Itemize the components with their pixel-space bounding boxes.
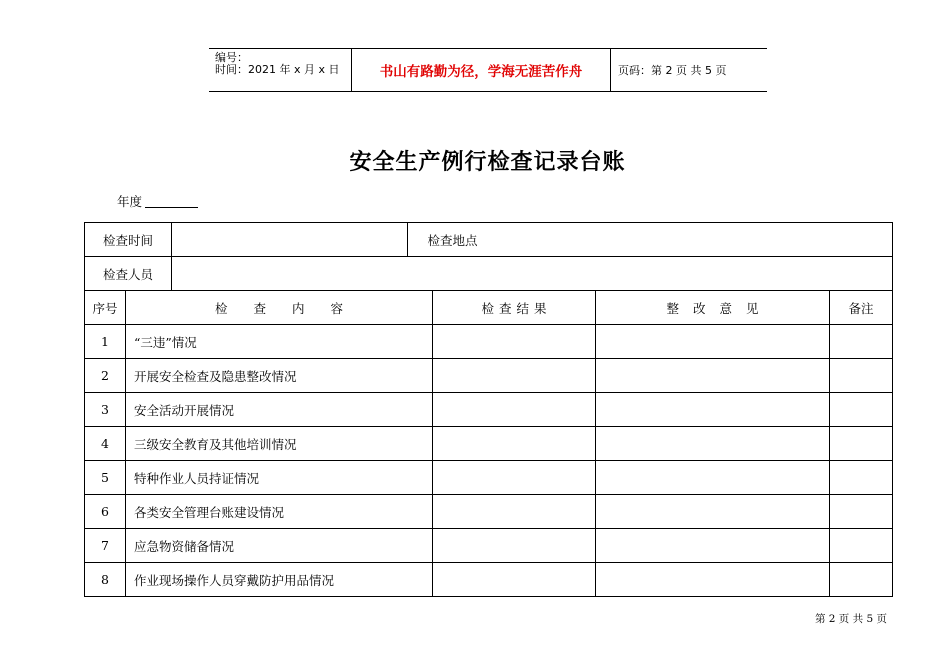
inspector-value[interactable]	[172, 257, 893, 291]
row-opinion-cell[interactable]	[596, 427, 830, 461]
row-no: 4	[85, 427, 126, 461]
meta-row-inspector	[85, 257, 893, 291]
row-remark-cell[interactable]	[830, 495, 893, 529]
row-no: 8	[85, 563, 126, 597]
row-remark-cell[interactable]	[830, 461, 893, 495]
row-result-cell[interactable]	[433, 563, 596, 597]
row-content: “三违”情况	[126, 325, 433, 359]
inspector-label: 检查人员	[85, 257, 172, 291]
col-header-result: 检查结果	[433, 291, 596, 325]
row-remark-cell[interactable]	[830, 393, 893, 427]
row-content: 特种作业人员持证情况	[126, 461, 433, 495]
row-no: 1	[85, 325, 126, 359]
table-row	[85, 427, 893, 461]
column-header-row	[85, 291, 893, 325]
year-input-line[interactable]	[145, 207, 198, 208]
row-no: 6	[85, 495, 126, 529]
row-opinion-cell[interactable]	[596, 461, 830, 495]
row-opinion-cell[interactable]	[596, 563, 830, 597]
row-opinion-cell[interactable]	[596, 529, 830, 563]
check-place-value[interactable]	[497, 223, 891, 256]
table-row	[85, 325, 893, 359]
row-no: 5	[85, 461, 126, 495]
page-header	[209, 48, 767, 92]
time-label: 时间：2021 年 x 月 x 日	[215, 63, 340, 76]
row-result-cell[interactable]	[433, 393, 596, 427]
row-remark-cell[interactable]	[830, 427, 893, 461]
row-opinion-cell[interactable]	[596, 495, 830, 529]
row-opinion-cell[interactable]	[596, 393, 830, 427]
number-label: 编号：	[215, 51, 248, 64]
row-remark-cell[interactable]	[830, 359, 893, 393]
row-result-cell[interactable]	[433, 461, 596, 495]
row-result-cell[interactable]	[433, 325, 596, 359]
table-row	[85, 495, 893, 529]
col-header-opinion: 整改意见	[596, 291, 830, 325]
year-label: 年度	[117, 194, 143, 209]
row-no: 3	[85, 393, 126, 427]
motto: 书山有路勤为径，学海无涯苦作舟	[351, 49, 611, 91]
table-row	[85, 359, 893, 393]
check-place-label: 检查地点	[407, 223, 498, 256]
page-title: 安全生产例行检查记录台账	[349, 149, 626, 175]
check-time-label: 检查时间	[85, 223, 172, 257]
row-no: 7	[85, 529, 126, 563]
page-info: 页码：第 2 页 共 5 页	[618, 64, 727, 77]
col-header-remark: 备注	[830, 291, 893, 325]
row-opinion-cell[interactable]	[596, 359, 830, 393]
col-header-content: 检查内容	[126, 291, 433, 325]
row-content: 作业现场操作人员穿戴防护用品情况	[126, 563, 433, 597]
page-footer: 第 2 页 共 5 页	[814, 613, 887, 625]
row-result-cell[interactable]	[433, 529, 596, 563]
table-row	[85, 461, 893, 495]
row-content: 安全活动开展情况	[126, 393, 433, 427]
row-content: 应急物资储备情况	[126, 529, 433, 563]
row-result-cell[interactable]	[433, 427, 596, 461]
row-opinion-cell[interactable]	[596, 325, 830, 359]
table-row	[85, 563, 893, 597]
row-content: 三级安全教育及其他培训情况	[126, 427, 433, 461]
row-remark-cell[interactable]	[830, 529, 893, 563]
table-row	[85, 529, 893, 563]
table-row	[85, 393, 893, 427]
row-result-cell[interactable]	[433, 495, 596, 529]
row-remark-cell[interactable]	[830, 325, 893, 359]
col-header-no: 序号	[85, 291, 126, 325]
row-remark-cell[interactable]	[830, 563, 893, 597]
row-result-cell[interactable]	[433, 359, 596, 393]
row-no: 2	[85, 359, 126, 393]
header-meta	[209, 49, 351, 91]
inspection-record-table	[84, 222, 893, 597]
row-content: 各类安全管理台账建设情况	[126, 495, 433, 529]
row-content: 开展安全检查及隐患整改情况	[126, 359, 433, 393]
